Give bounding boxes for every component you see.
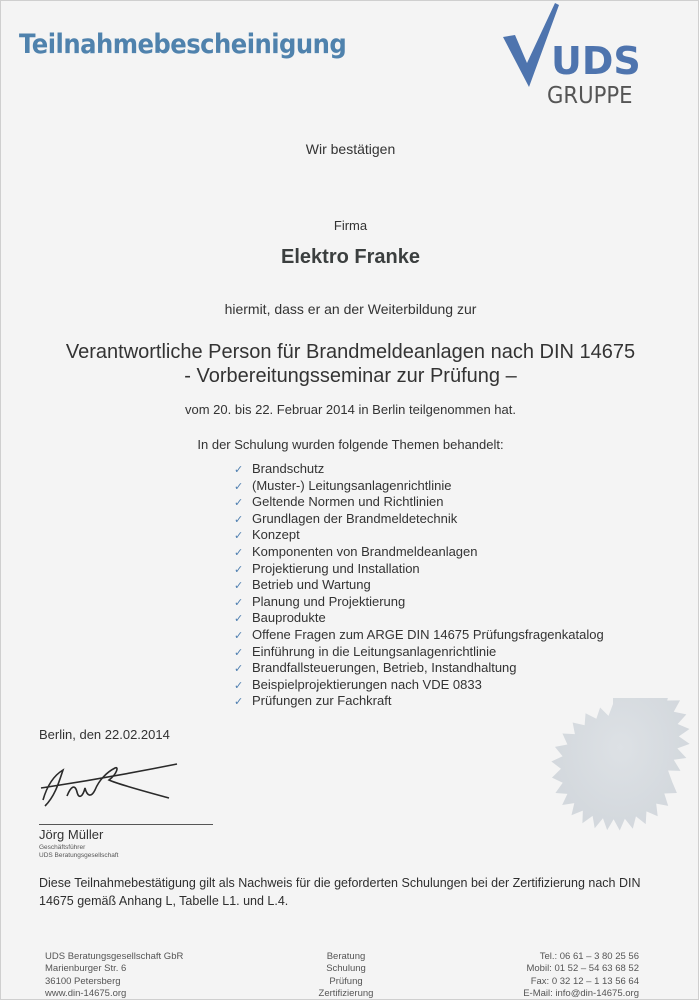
topic-item: ✓ Planung und Projektierung	[234, 594, 604, 611]
signature-icon	[37, 756, 187, 816]
service-item: Beratung	[326, 951, 366, 962]
footer-address	[45, 951, 183, 1000]
checkmark-icon: ✓	[234, 679, 244, 692]
topic-item: ✓ Geltende Normen und Richtlinien	[234, 494, 604, 511]
checkmark-icon: ✓	[234, 663, 244, 676]
checkmark-icon: ✓	[234, 530, 244, 543]
checkmark-icon: ✓	[234, 546, 244, 559]
checkmark-icon: ✓	[234, 497, 244, 510]
course-dates: vom 20. bis 22. Februar 2014 in Berlin teilgenommen hat.	[185, 402, 516, 417]
footer-contact	[481, 951, 639, 1000]
firma-label: Firma	[333, 218, 368, 233]
footer-city: 36100 Petersberg	[45, 975, 121, 987]
footer-mobile: Mobil: 01 52 – 54 63 68 52	[526, 963, 639, 975]
topic-item: ✓ (Muster-) Leitungsanlagenrichtlinie	[234, 478, 604, 495]
checkmark-icon: ✓	[234, 580, 244, 593]
footer-company: UDS Beratungsgesellschaft GbR	[45, 951, 184, 962]
footer-services	[291, 951, 401, 1000]
footer-website: www.din-14675.org	[45, 987, 127, 999]
service-item: Schulung	[326, 963, 366, 975]
checkmark-icon: ✓	[234, 646, 244, 659]
topic-item: ✓ Offene Fragen zum ARGE DIN 14675 Prüfungsfragenkatalog	[234, 627, 604, 644]
certification-notice: Diese Teilnahmebestätigung gilt als Nachweis für die geforderten Schulungen bei der Zertifizierung nach DIN 14675 gemäß Anhang L, Tabelle L1. und L.4.	[39, 876, 641, 908]
topic-item: ✓ Grundlagen der Brandmeldetechnik	[234, 511, 604, 528]
topic-item: ✓ Bauprodukte	[234, 610, 604, 627]
service-item: Zertifizierung	[318, 987, 374, 999]
signer-organization: UDS Beratungsgesellschaft	[39, 852, 119, 859]
footer-fax: Fax: 0 32 12 – 1 13 56 64	[530, 975, 639, 987]
checkmark-icon: ✓	[234, 596, 244, 609]
checkmark-icon: ✓	[234, 480, 244, 493]
topic-item: ✓ Komponenten von Brandmeldeanlagen	[234, 544, 604, 561]
topics-intro: In der Schulung wurden folgende Themen behandelt:	[197, 437, 504, 452]
topic-item: ✓ Prüfungen zur Fachkraft	[234, 693, 604, 710]
participation-intro: hiermit, dass er an der Weiterbildung zur	[224, 301, 477, 317]
topic-item: ✓ Konzept	[234, 527, 604, 544]
checkmark-icon: ✓	[234, 629, 244, 642]
document-title: Teilnahmebescheinigung	[19, 29, 347, 60]
logo-brand: UDS	[551, 39, 641, 83]
logo-subtitle: GRUPPE	[547, 83, 633, 109]
footer-phone: Tel.: 06 61 – 3 80 25 56	[539, 951, 639, 962]
company-name: Elektro Franke	[281, 246, 420, 268]
signer-name: Jörg Müller	[39, 827, 104, 842]
course-title: Verantwortliche Person für Brandmeldeanlagen nach DIN 14675	[65, 341, 636, 363]
topic-item: ✓ Brandfallsteuerungen, Betrieb, Instandhaltung	[234, 660, 604, 677]
signer-role: Geschäftsführer	[39, 844, 86, 851]
course-subtitle: - Vorbereitungsseminar zur Prüfung –	[184, 365, 517, 387]
topic-item: ✓ Brandschutz	[234, 461, 604, 478]
checkmark-icon: ✓	[234, 513, 244, 526]
checkmark-icon: ✓	[234, 464, 244, 476]
confirm-text: Wir bestätigen	[305, 141, 396, 157]
uds-logo	[501, 1, 671, 116]
topic-item: ✓ Einführung in die Leitungsanlagenrichtlinie	[234, 644, 604, 661]
signature-line	[39, 824, 213, 825]
footer-street: Marienburger Str. 6	[45, 963, 127, 975]
place-date: Berlin, den 22.02.2014	[39, 727, 170, 742]
service-item: Prüfung	[329, 975, 363, 987]
topics-list	[234, 461, 604, 710]
topic-item: ✓ Projektierung und Installation	[234, 561, 604, 578]
footer-email: E-Mail: info@din-14675.org	[523, 987, 639, 999]
checkmark-icon: ✓	[234, 696, 244, 709]
seal-icon	[533, 698, 693, 858]
topic-item: ✓ Betrieb und Wartung	[234, 577, 604, 594]
checkmark-icon: ✓	[234, 613, 244, 626]
checkmark-icon: ✓	[234, 563, 244, 576]
topic-item: ✓ Beispielprojektierungen nach VDE 0833	[234, 677, 604, 694]
